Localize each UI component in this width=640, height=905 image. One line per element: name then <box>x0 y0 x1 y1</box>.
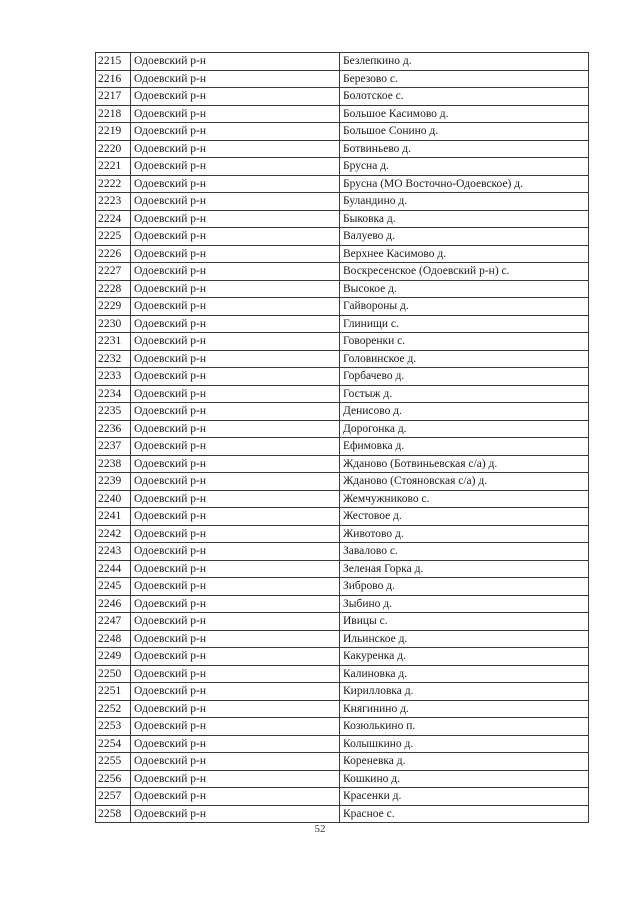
row-number-cell: 2240 <box>96 490 131 508</box>
table-row <box>96 263 589 281</box>
district-cell: Одоевский р-н <box>131 245 340 263</box>
settlement-cell: Жемчужниково с. <box>340 490 589 508</box>
district-cell: Одоевский р-н <box>131 665 340 683</box>
settlement-cell: Буландино д. <box>340 193 589 211</box>
row-number-cell: 2224 <box>96 210 131 228</box>
row-number-cell: 2222 <box>96 175 131 193</box>
row-number-cell: 2232 <box>96 350 131 368</box>
row-number-cell: 2226 <box>96 245 131 263</box>
row-number-cell: 2230 <box>96 315 131 333</box>
row-number-cell: 2223 <box>96 193 131 211</box>
table-row <box>96 280 589 298</box>
table-body <box>96 53 589 823</box>
table-row <box>96 403 589 421</box>
district-cell: Одоевский р-н <box>131 280 340 298</box>
table-row <box>96 350 589 368</box>
table-row <box>96 70 589 88</box>
settlement-cell: Головинское д. <box>340 350 589 368</box>
settlement-cell: Жестовое д. <box>340 508 589 526</box>
settlement-cell: Зыбино д. <box>340 595 589 613</box>
settlement-cell: Гайвороны д. <box>340 298 589 316</box>
table-row <box>96 753 589 771</box>
settlement-cell: Ильинское д. <box>340 630 589 648</box>
district-cell: Одоевский р-н <box>131 403 340 421</box>
table-row <box>96 490 589 508</box>
row-number-cell: 2227 <box>96 263 131 281</box>
table-row <box>96 525 589 543</box>
page-number: 52 <box>314 823 326 835</box>
district-cell: Одоевский р-н <box>131 630 340 648</box>
settlement-cell: Кореневка д. <box>340 753 589 771</box>
row-number-cell: 2219 <box>96 123 131 141</box>
table-row <box>96 770 589 788</box>
settlement-cell: Какуренка д. <box>340 648 589 666</box>
district-cell: Одоевский р-н <box>131 175 340 193</box>
district-cell: Одоевский р-н <box>131 455 340 473</box>
table-row <box>96 105 589 123</box>
district-cell: Одоевский р-н <box>131 158 340 176</box>
row-number-cell: 2216 <box>96 70 131 88</box>
settlement-cell: Княгинино д. <box>340 700 589 718</box>
settlement-cell: Животово д. <box>340 525 589 543</box>
table-row <box>96 123 589 141</box>
settlement-cell: Ивицы с. <box>340 613 589 631</box>
table-row <box>96 665 589 683</box>
district-cell: Одоевский р-н <box>131 788 340 806</box>
row-number-cell: 2244 <box>96 560 131 578</box>
table-row <box>96 543 589 561</box>
row-number-cell: 2218 <box>96 105 131 123</box>
district-cell: Одоевский р-н <box>131 228 340 246</box>
table-row <box>96 630 589 648</box>
row-number-cell: 2233 <box>96 368 131 386</box>
district-cell: Одоевский р-н <box>131 88 340 106</box>
table-row <box>96 53 589 71</box>
table-row <box>96 438 589 456</box>
district-cell: Одоевский р-н <box>131 683 340 701</box>
table-row <box>96 298 589 316</box>
district-cell: Одоевский р-н <box>131 648 340 666</box>
table-row <box>96 613 589 631</box>
settlement-cell: Высокое д. <box>340 280 589 298</box>
settlement-cell: Козюлькино п. <box>340 718 589 736</box>
table-row <box>96 210 589 228</box>
row-number-cell: 2245 <box>96 578 131 596</box>
row-number-cell: 2243 <box>96 543 131 561</box>
table-row <box>96 88 589 106</box>
district-cell: Одоевский р-н <box>131 263 340 281</box>
settlement-cell: Воскресенское (Одоевский р-н) с. <box>340 263 589 281</box>
settlement-cell: Кирилловка д. <box>340 683 589 701</box>
row-number-cell: 2241 <box>96 508 131 526</box>
table-row <box>96 473 589 491</box>
table-row <box>96 420 589 438</box>
district-cell: Одоевский р-н <box>131 490 340 508</box>
district-cell: Одоевский р-н <box>131 525 340 543</box>
row-number-cell: 2228 <box>96 280 131 298</box>
settlement-cell: Завалово с. <box>340 543 589 561</box>
district-cell: Одоевский р-н <box>131 508 340 526</box>
table-row <box>96 578 589 596</box>
district-cell: Одоевский р-н <box>131 420 340 438</box>
district-cell: Одоевский р-н <box>131 333 340 351</box>
table-row <box>96 245 589 263</box>
row-number-cell: 2258 <box>96 805 131 823</box>
table-row <box>96 368 589 386</box>
table-row <box>96 735 589 753</box>
settlement-cell: Глинищи с. <box>340 315 589 333</box>
settlement-cell: Большое Сонино д. <box>340 123 589 141</box>
settlement-cell: Красенки д. <box>340 788 589 806</box>
table-row <box>96 648 589 666</box>
table-row <box>96 385 589 403</box>
district-cell: Одоевский р-н <box>131 105 340 123</box>
row-number-cell: 2235 <box>96 403 131 421</box>
settlement-cell: Зеленая Горка д. <box>340 560 589 578</box>
settlement-cell: Гостыж д. <box>340 385 589 403</box>
table-row <box>96 315 589 333</box>
table-row <box>96 455 589 473</box>
district-cell: Одоевский р-н <box>131 595 340 613</box>
row-number-cell: 2256 <box>96 770 131 788</box>
table-row <box>96 560 589 578</box>
district-cell: Одоевский р-н <box>131 543 340 561</box>
settlement-cell: Верхнее Касимово д. <box>340 245 589 263</box>
district-cell: Одоевский р-н <box>131 298 340 316</box>
settlement-cell: Колышкино д. <box>340 735 589 753</box>
district-cell: Одоевский р-н <box>131 315 340 333</box>
row-number-cell: 2250 <box>96 665 131 683</box>
district-cell: Одоевский р-н <box>131 70 340 88</box>
settlement-cell: Говоренки с. <box>340 333 589 351</box>
row-number-cell: 2236 <box>96 420 131 438</box>
settlement-cell: Ефимовка д. <box>340 438 589 456</box>
district-cell: Одоевский р-н <box>131 613 340 631</box>
settlement-cell: Ботвиньево д. <box>340 140 589 158</box>
table-row <box>96 333 589 351</box>
row-number-cell: 2246 <box>96 595 131 613</box>
table-row <box>96 140 589 158</box>
row-number-cell: 2217 <box>96 88 131 106</box>
table-row <box>96 508 589 526</box>
row-number-cell: 2242 <box>96 525 131 543</box>
row-number-cell: 2238 <box>96 455 131 473</box>
settlement-cell: Большое Касимово д. <box>340 105 589 123</box>
district-cell: Одоевский р-н <box>131 193 340 211</box>
settlement-cell: Кошкино д. <box>340 770 589 788</box>
settlement-cell: Дорогонка д. <box>340 420 589 438</box>
row-number-cell: 2254 <box>96 735 131 753</box>
table-row <box>96 788 589 806</box>
settlement-cell: Жданово (Ботвиньевская с/а) д. <box>340 455 589 473</box>
row-number-cell: 2255 <box>96 753 131 771</box>
settlement-cell: Зиброво д. <box>340 578 589 596</box>
district-cell: Одоевский р-н <box>131 140 340 158</box>
settlement-cell: Калиновка д. <box>340 665 589 683</box>
row-number-cell: 2229 <box>96 298 131 316</box>
row-number-cell: 2220 <box>96 140 131 158</box>
district-cell: Одоевский р-н <box>131 350 340 368</box>
district-cell: Одоевский р-н <box>131 438 340 456</box>
district-cell: Одоевский р-н <box>131 210 340 228</box>
settlement-cell: Безлепкино д. <box>340 53 589 71</box>
table-row <box>96 595 589 613</box>
district-cell: Одоевский р-н <box>131 753 340 771</box>
settlement-cell: Денисово д. <box>340 403 589 421</box>
district-cell: Одоевский р-н <box>131 770 340 788</box>
district-cell: Одоевский р-н <box>131 718 340 736</box>
settlement-cell: Бруcна д. <box>340 158 589 176</box>
row-number-cell: 2225 <box>96 228 131 246</box>
table-row <box>96 175 589 193</box>
row-number-cell: 2249 <box>96 648 131 666</box>
settlement-cell: Брусна (МО Восточно-Одоевское) д. <box>340 175 589 193</box>
table-row <box>96 193 589 211</box>
row-number-cell: 2221 <box>96 158 131 176</box>
settlement-cell: Горбачево д. <box>340 368 589 386</box>
settlements-table <box>95 52 589 823</box>
district-cell: Одоевский р-н <box>131 805 340 823</box>
settlement-cell: Валуево д. <box>340 228 589 246</box>
row-number-cell: 2253 <box>96 718 131 736</box>
district-cell: Одоевский р-н <box>131 53 340 71</box>
district-cell: Одоевский р-н <box>131 735 340 753</box>
table-row <box>96 718 589 736</box>
row-number-cell: 2248 <box>96 630 131 648</box>
table-row <box>96 683 589 701</box>
district-cell: Одоевский р-н <box>131 473 340 491</box>
row-number-cell: 2252 <box>96 700 131 718</box>
settlement-cell: Жданово (Стояновская с/а) д. <box>340 473 589 491</box>
district-cell: Одоевский р-н <box>131 385 340 403</box>
district-cell: Одоевский р-н <box>131 578 340 596</box>
district-cell: Одоевский р-н <box>131 560 340 578</box>
row-number-cell: 2239 <box>96 473 131 491</box>
row-number-cell: 2234 <box>96 385 131 403</box>
settlement-cell: Березово с. <box>340 70 589 88</box>
row-number-cell: 2231 <box>96 333 131 351</box>
district-cell: Одоевский р-н <box>131 368 340 386</box>
row-number-cell: 2247 <box>96 613 131 631</box>
table-row <box>96 228 589 246</box>
table-row <box>96 805 589 823</box>
row-number-cell: 2215 <box>96 53 131 71</box>
settlement-cell: Быковка д. <box>340 210 589 228</box>
district-cell: Одоевский р-н <box>131 700 340 718</box>
row-number-cell: 2257 <box>96 788 131 806</box>
table-row <box>96 158 589 176</box>
row-number-cell: 2251 <box>96 683 131 701</box>
table-row <box>96 700 589 718</box>
row-number-cell: 2237 <box>96 438 131 456</box>
settlement-cell: Красное с. <box>340 805 589 823</box>
district-cell: Одоевский р-н <box>131 123 340 141</box>
settlement-cell: Болотское с. <box>340 88 589 106</box>
